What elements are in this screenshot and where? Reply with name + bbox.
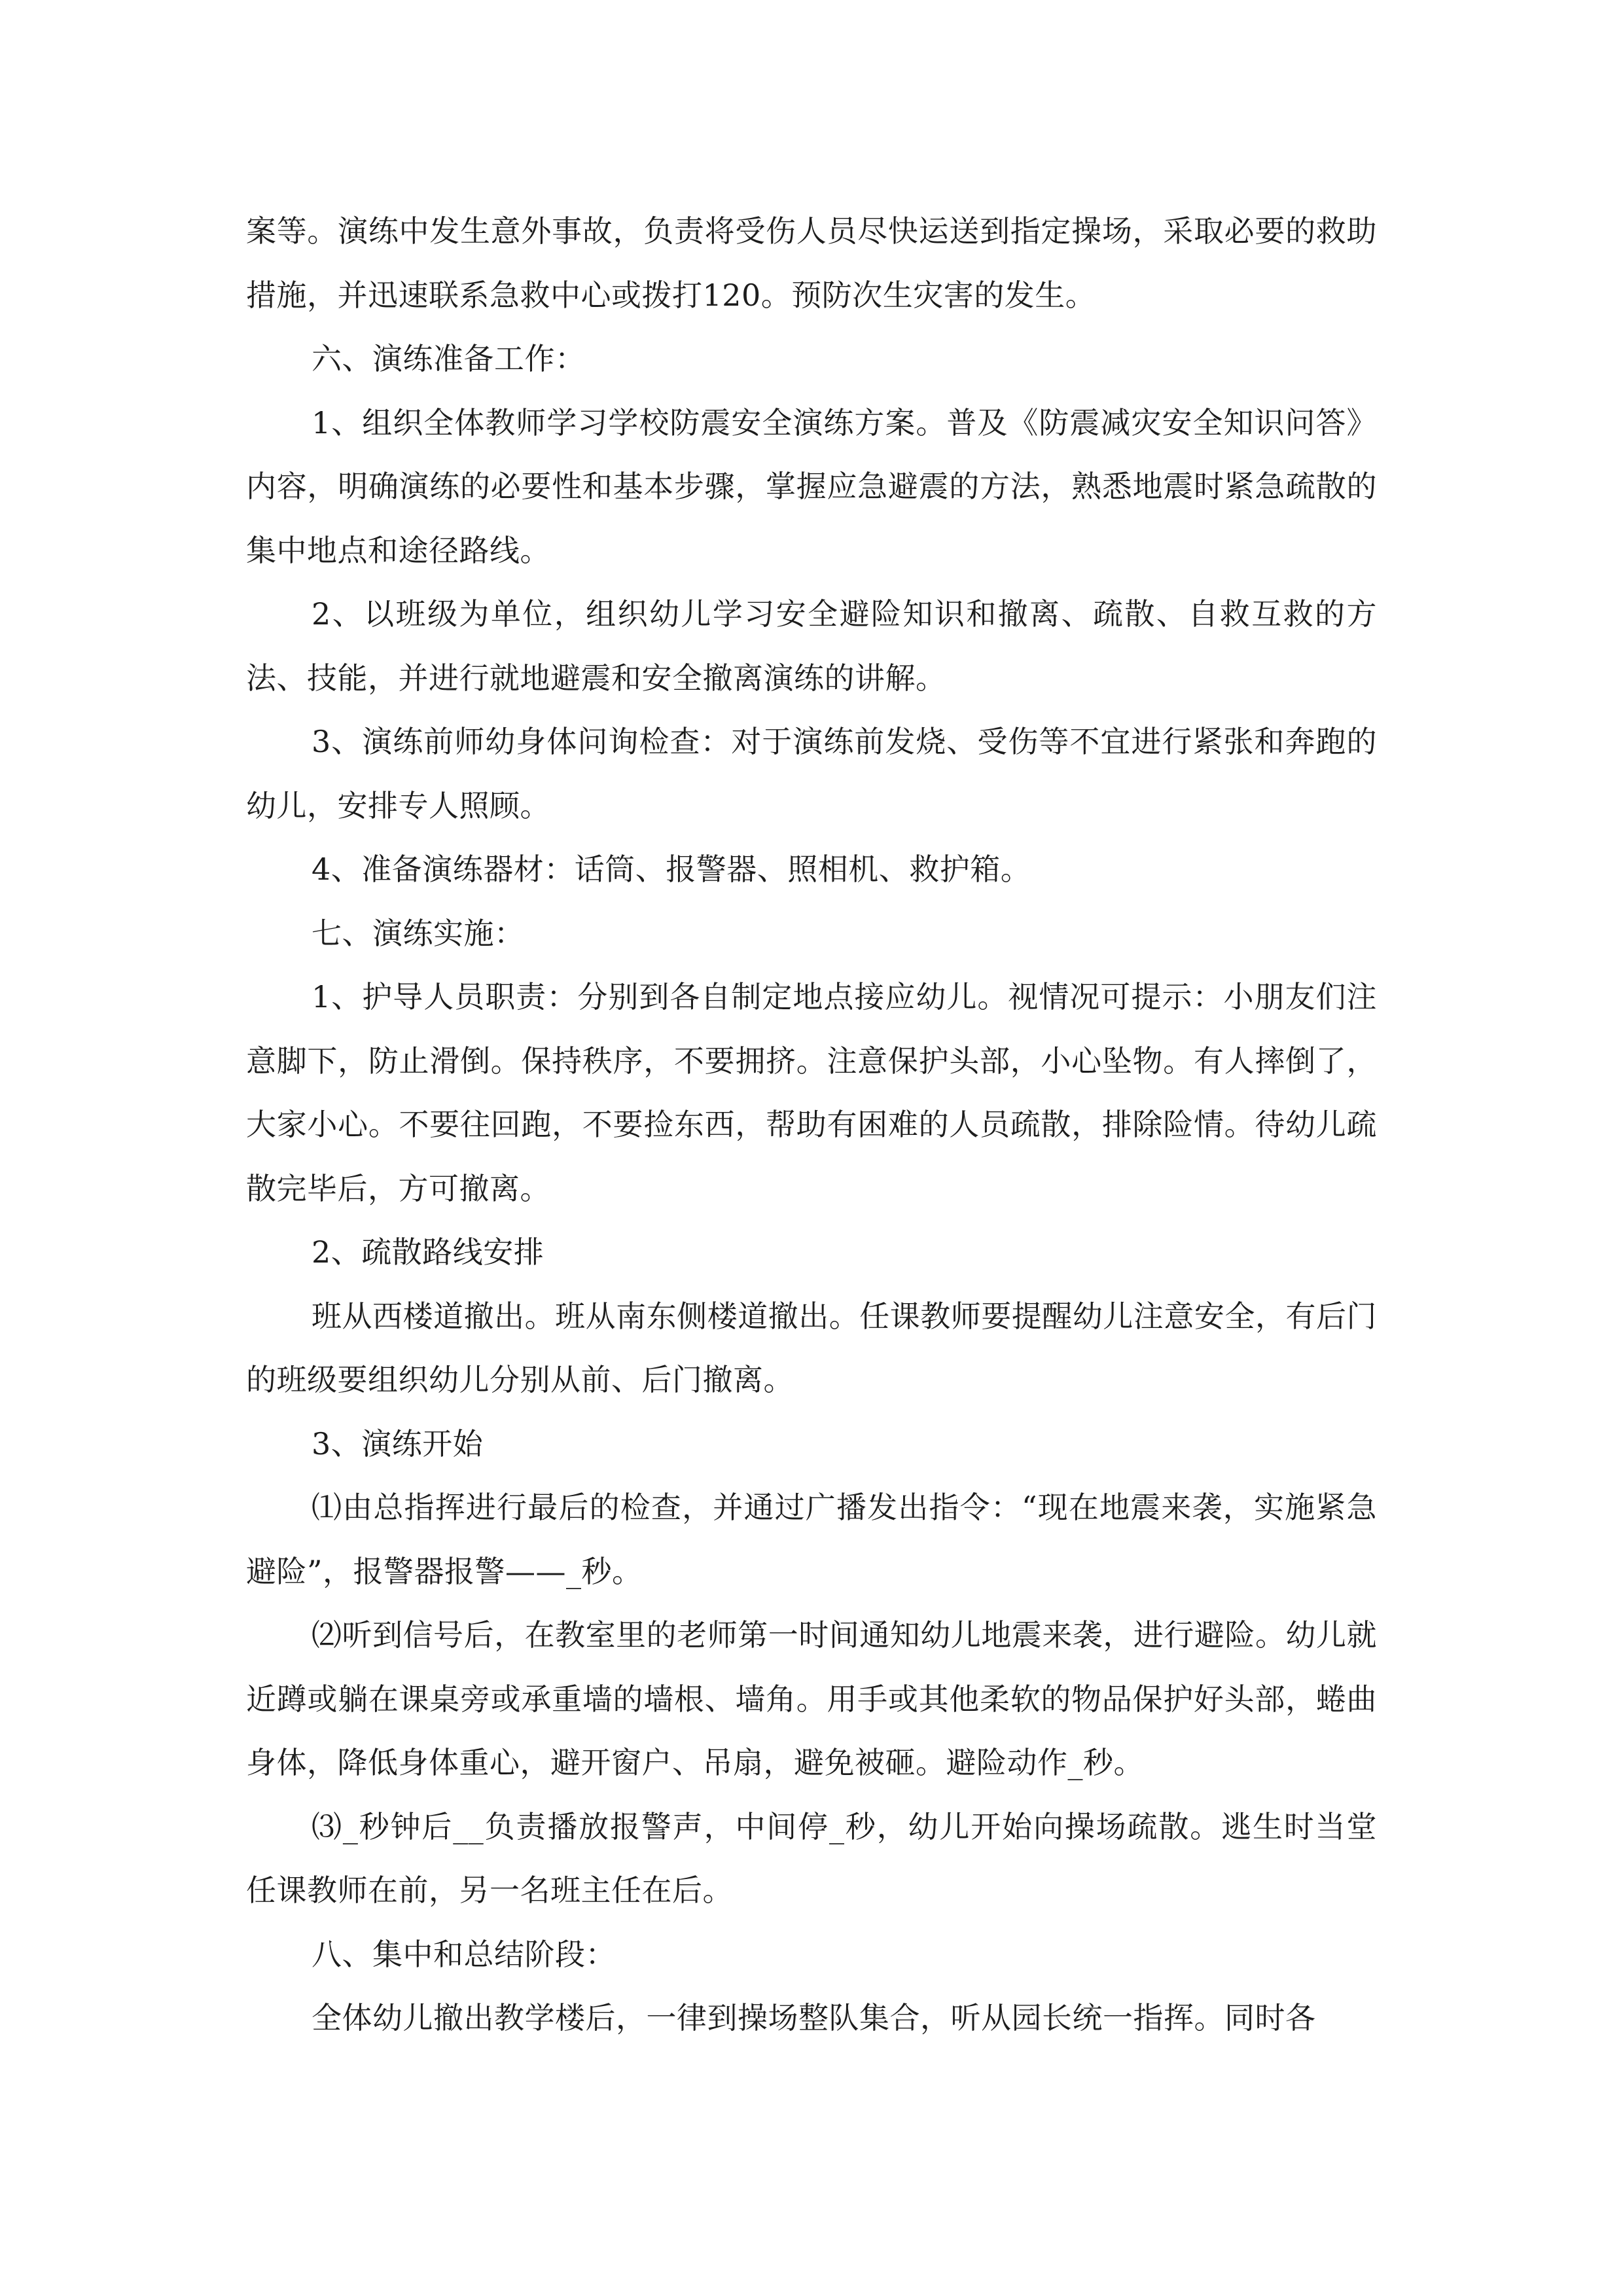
paragraph-prep-2: 2、以班级为单位，组织幼儿学习安全避险知识和撤离、疏散、自救互救的方法、技能，并进行就地避震和安全撤离演练的讲解。	[246, 596, 1377, 696]
paragraph-1: 案等。演练中发生意外事故，负责将受伤人员尽快运送到指定操场，采取必要的救助措施，并迅速联系急救中心或拨打120。预防次生灾害的发生。	[246, 213, 1377, 313]
paragraph-prep-4: 4、准备演练器材：话筒、报警器、照相机、救护箱。	[312, 852, 1031, 887]
paragraph-step-2: ⑵听到信号后，在教室里的老师第一时间通知幼儿地震来袭，进行避险。幼儿就近蹲或躺在课桌旁或承重墙的墙根、墙角。用手或其他柔软的物品保护好头部，蜷曲身体，降低身体重心，避开窗户、吊扇，避免被砸。避险动作_秒。	[246, 1617, 1377, 1780]
paragraph-step-3: ⑶_秒钟后__负责播放报警声，中间停_秒，幼儿开始向操场疏散。逃生时当堂任课教师在前，另一名班主任在后。	[246, 1808, 1377, 1908]
paragraph-impl-1: 1、护导人员职责：分别到各自制定地点接应幼儿。视情况可提示：小朋友们注意脚下，防止滑倒。保持秩序，不要拥挤。注意保护头部，小心坠物。有人摔倒了，大家小心。不要往回跑，不要捡东西，帮助有困难的人员疏散，排除险情。待幼儿疏散完毕后，方可撤离。	[246, 979, 1377, 1206]
paragraph-evacuation-route: 班从西楼道撤出。班从南东侧楼道撤出。任课教师要提醒幼儿注意安全，有后门的班级要组织幼儿分别从前、后门撤离。	[246, 1298, 1377, 1397]
paragraph-impl-2-heading: 2、疏散路线安排	[312, 1234, 544, 1270]
document-body	[246, 200, 1377, 2051]
paragraph-step-1: ⑴由总指挥进行最后的检查，并通过广播发出指令：“现在地震来袭，实施紧急避险”，报警器报警——_秒。	[246, 1490, 1377, 1589]
heading-section-8: 八、集中和总结阶段：	[312, 1936, 616, 1972]
paragraph-impl-3-heading: 3、演练开始	[312, 1426, 484, 1462]
heading-section-6: 六、演练准备工作：	[312, 341, 586, 376]
heading-section-7: 七、演练实施：	[312, 915, 525, 951]
paragraph-assembly: 全体幼儿撤出教学楼后，一律到操场整队集合，听从园长统一指挥。同时各	[312, 2000, 1316, 2036]
paragraph-prep-1: 1、组织全体教师学习学校防震安全演练方案。普及《防震减灾安全知识问答》内容，明确演练的必要性和基本步骤，掌握应急避震的方法，熟悉地震时紧急疏散的集中地点和途径路线。	[246, 404, 1377, 568]
paragraph-prep-3: 3、演练前师幼身体问询检查：对于演练前发烧、受伤等不宜进行紧张和奔跑的幼儿，安排专人照顾。	[246, 724, 1377, 823]
